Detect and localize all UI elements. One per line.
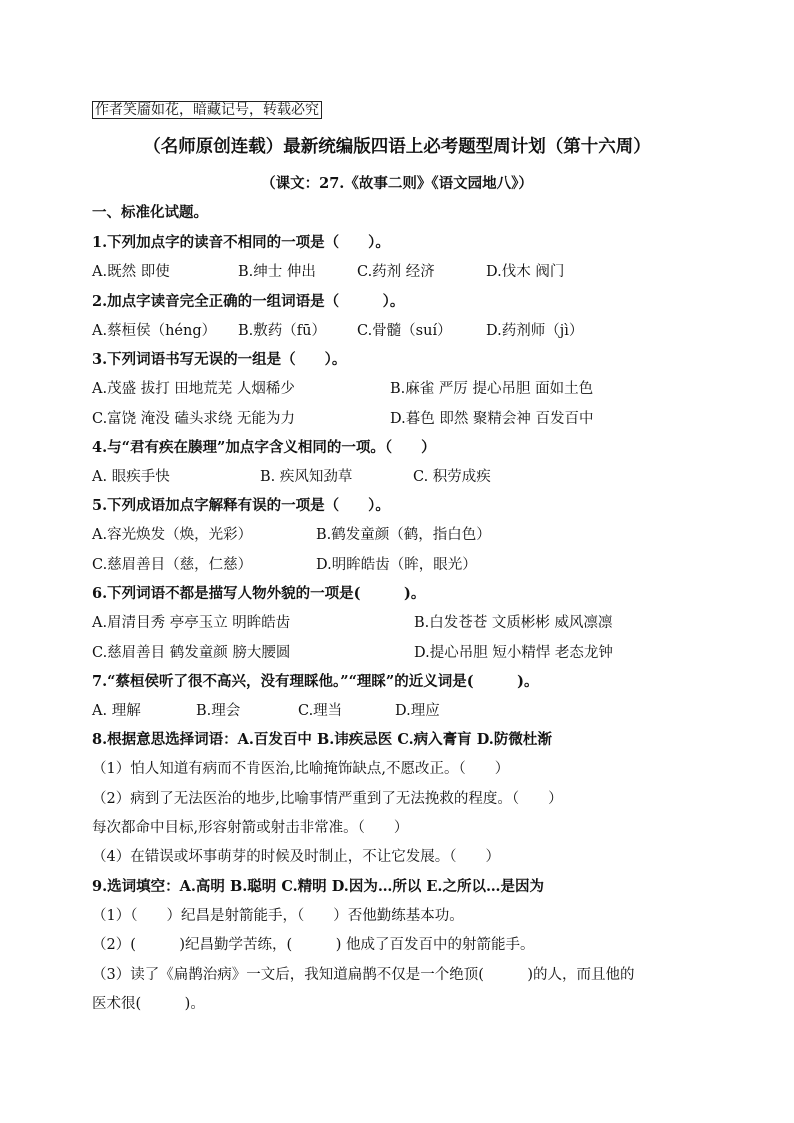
q9-item-2: （2）( )纪昌勤学苦练，( ) 他成了百发百中的射箭能手。 (92, 937, 535, 953)
q6-option-b: B.白发苍苍 文质彬彬 威风凛凛 (414, 615, 613, 631)
q5-option-d: D.明眸皓齿（眸，眼光） (316, 557, 477, 573)
question-1-stem: 1.下列加点字的读音不相同的一项是（ ）。 (92, 234, 390, 251)
question-9-stem: 9.选词填空：A.高明 B.聪明 C.精明 D.因为…所以 E.之所以…是因为 (92, 878, 544, 895)
q2-option-c: C.骨髓（suí） (357, 323, 452, 339)
q4-option-a: A. 眼疾手快 (92, 469, 170, 485)
copyright-notice (92, 100, 322, 120)
q1-option-c: C.药剂 经济 (357, 264, 435, 280)
page-title: （名师原创连载）最新统编版四语上必考题型周计划（第十六周） (143, 137, 651, 157)
q1-option-b: B.绅士 伸出 (238, 264, 316, 280)
q7-option-d: D.理应 (395, 703, 440, 719)
q8-item-1: （1）怕人知道有病而不肯医治,比喻掩饰缺点,不愿改正。（ ） (92, 761, 510, 777)
question-5-stem: 5.下列成语加点字解释有误的一项是（ ）。 (92, 497, 390, 514)
question-4-stem: 4.与“君有疾在腠理”加点字含义相同的一项。（ ） (92, 439, 436, 456)
q3-option-b: B.麻雀 严厉 提心吊胆 面如土色 (390, 381, 594, 397)
q9-item-3-continued: 医术很( )。 (92, 996, 205, 1012)
notice-box: 作者笑靥如花，暗藏记号，转载必究 (92, 101, 322, 119)
q2-option-b: B.敷药（fū） (238, 323, 326, 339)
q3-option-d: D.暮色 即然 聚精会神 百发百中 (390, 411, 594, 427)
question-3-stem: 3.下列词语书写无误的一组是（ ）。 (92, 351, 347, 368)
q3-option-a: A.茂盛 拔打 田地荒芜 人烟稀少 (92, 381, 295, 397)
q7-option-b: B.理会 (196, 703, 241, 719)
q1-option-d: D.伐木 阀门 (486, 264, 565, 280)
question-2-stem: 2.加点字读音完全正确的一组词语是（ ）。 (92, 293, 405, 310)
q9-item-3: （3）读了《扁鹊治病》一文后，我知道扁鹊不仅是一个绝顶( )的人，而且他的 (92, 967, 635, 983)
q5-option-b: B.鹤发童颜（鹤，指白色） (316, 527, 491, 543)
q8-item-3: 每次都命中目标,形容射箭或射击非常准。（ ） (92, 820, 409, 836)
q5-option-c: C.慈眉善目（慈，仁慈） (92, 557, 253, 573)
q8-item-2: （2）病到了无法医治的地步,比喻事情严重到了无法挽救的程度。（ ） (92, 791, 563, 807)
q1-option-a: A.既然 即使 (92, 264, 170, 280)
q6-option-c: C.慈眉善目 鹤发童颜 膀大腰圆 (92, 645, 291, 661)
q2-option-d: D.药剂师（jì） (486, 323, 584, 339)
q4-option-c: C. 积劳成疾 (413, 469, 491, 485)
question-7-stem: 7.“蔡桓侯听了很不高兴，没有理睬他。”“理睬”的近义词是( )。 (92, 673, 539, 690)
q3-option-c: C.富饶 淹没 磕头求绕 无能为力 (92, 411, 296, 427)
question-8-stem: 8.根据意思选择词语：A.百发百中 B.讳疾忌医 C.病入膏肓 D.防微杜渐 (92, 731, 552, 748)
q2-option-a: A.蔡桓侯（héng） (92, 323, 217, 339)
section-heading: 一、标准化试题。 (92, 204, 208, 221)
q7-option-c: C.理当 (298, 703, 343, 719)
q5-option-a: A.容光焕发（焕，光彩） (92, 527, 253, 543)
q8-item-4: （4）在错误或坏事萌芽的时候及时制止，不让它发展。（ ） (92, 849, 500, 865)
q6-option-a: A.眉清目秀 亭亭玉立 明眸皓齿 (92, 615, 291, 631)
page-subtitle: （课文：27.《故事二则》《语文园地八》） (261, 175, 533, 192)
q9-item-1: （1）（ ）纪昌是射箭能手，（ ）否他勤练基本功。 (92, 908, 464, 924)
q6-option-d: D.提心吊胆 短小精悍 老态龙钟 (414, 645, 613, 661)
q7-option-a: A. 理解 (92, 703, 141, 719)
question-6-stem: 6.下列词语不都是描写人物外貌的一项是( )。 (92, 585, 426, 602)
q4-option-b: B. 疾风知劲草 (260, 469, 353, 485)
